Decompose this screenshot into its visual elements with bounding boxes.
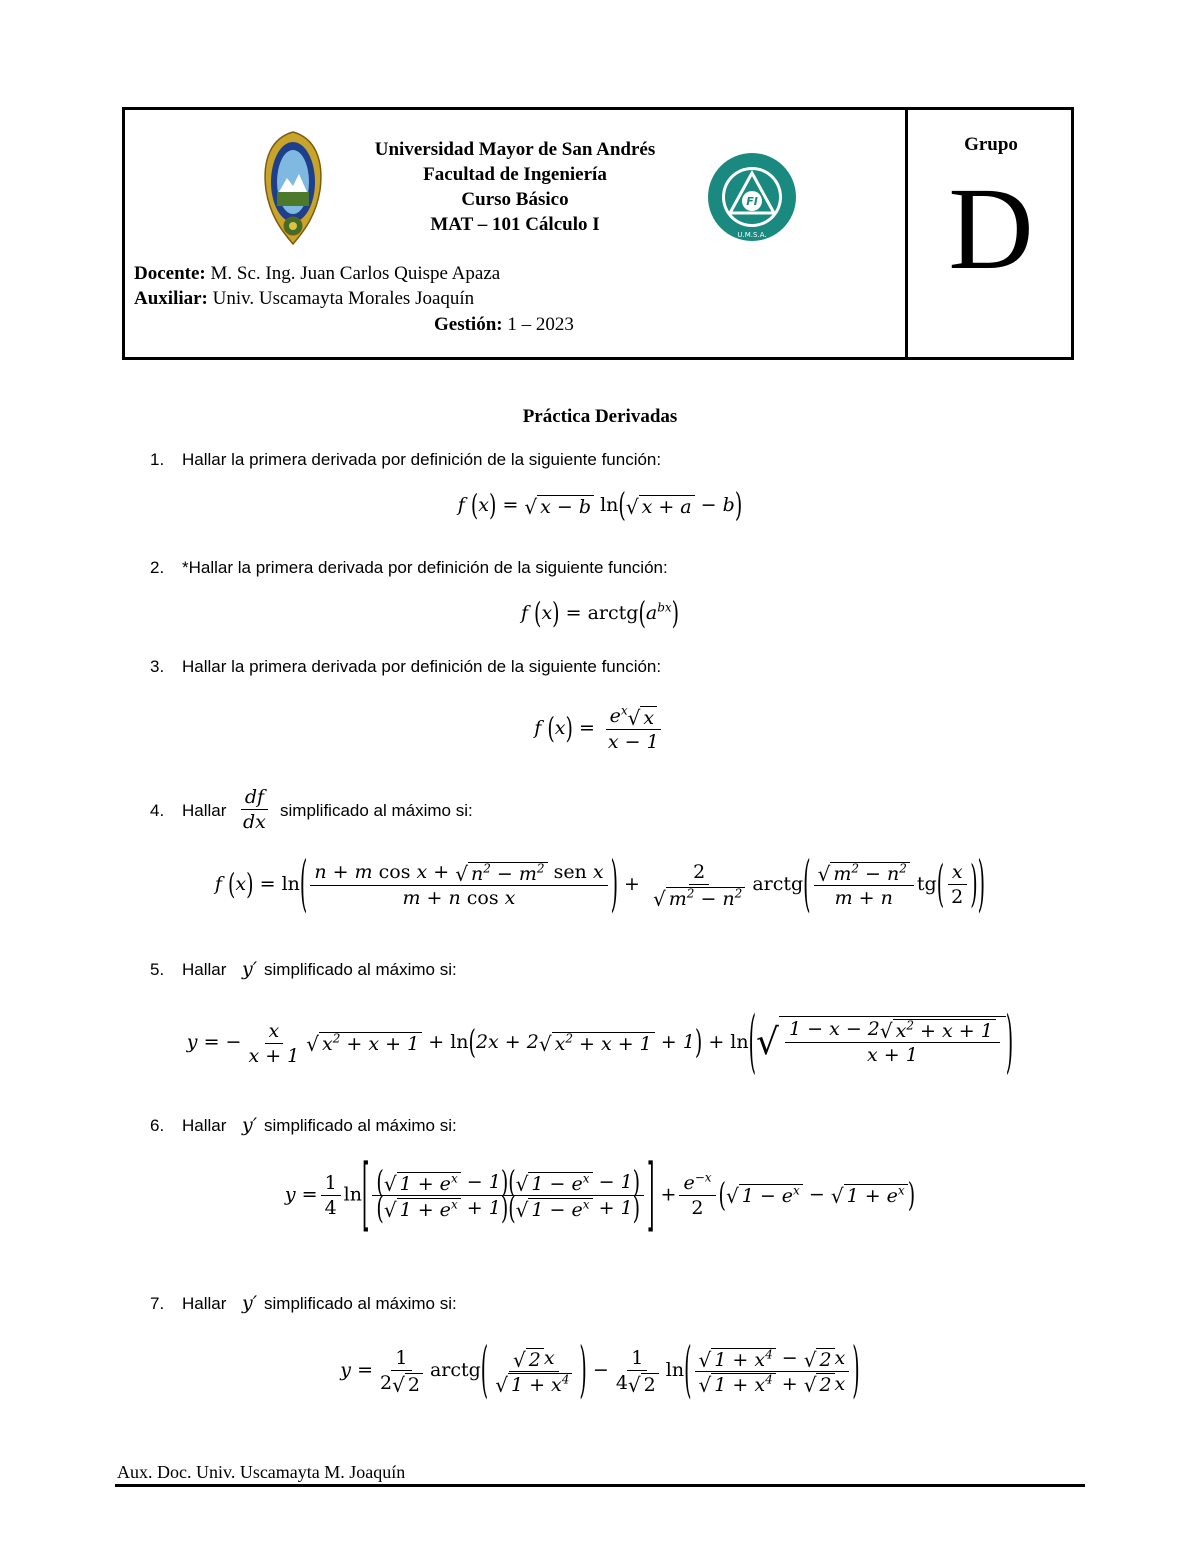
- subject-name: MAT – 101 Cálculo I: [430, 214, 600, 235]
- problem-3-number: 3.: [150, 657, 165, 676]
- problem-4-text-after: simplificado al máximo si:: [280, 801, 473, 820]
- problem-4-derivative-symbol: $\frac{df}{dx}$: [236, 785, 273, 834]
- problem-6-text-after: simplificado al máximo si:: [264, 1116, 457, 1135]
- problem-6-number: 6.: [150, 1116, 165, 1135]
- course-name: Curso Básico: [461, 189, 569, 210]
- problem-7-text-before: Hallar: [182, 1294, 227, 1313]
- gestion-line: [434, 312, 574, 337]
- formula-2: f $(x) = arctg(a^{bx})$: [520, 596, 680, 632]
- docente-value: M. Sc. Ing. Juan Carlos Quispe Apaza: [210, 263, 501, 284]
- problem-2-number: 2.: [150, 558, 165, 577]
- university-name: Universidad Mayor de San Andrés: [374, 139, 656, 160]
- problem-6-text-before: Hallar: [182, 1116, 227, 1135]
- auxiliar-value: Univ. Uscamayta Morales Joaquín: [212, 288, 475, 309]
- gestion-label: Gestión:: [434, 314, 503, 335]
- problem-1-number: 1.: [150, 450, 165, 469]
- problem-4-text-before: Hallar: [182, 801, 227, 820]
- problem-4-number: 4.: [150, 801, 165, 820]
- fi-seal-center-text: FI: [746, 195, 758, 208]
- faculty-name: Facultad de Ingeniería: [423, 164, 607, 185]
- fi-seal-bottom-text: U.M.S.A.: [737, 231, 767, 239]
- formula-7: y = 1 2 √ 2 arctg( √ 2 x √ $1 + x^4$ ) − 1 4 √ 2 ln( √ $1 + x^4$ − √ 2 x √ $1 + x^4$ + √ 2 x ): [340, 1335, 860, 1407]
- formula-5: y = − $\frac{x}{x + 1}$ √ $x^2 + x + 1$ + ln(2x + 2 √ $x^2 + x + 1$ + 1) + ln( √ 1 − x − 2 √ $x^2 + x + 1$ x + 1 ): [186, 1003, 1014, 1083]
- problem-2-text: *Hallar la primera derivada por definición de la siguiente función:: [182, 558, 668, 577]
- problem-7-variable: y′: [242, 1292, 258, 1314]
- problem-5-variable: y′: [242, 958, 258, 980]
- institution-block: [300, 137, 730, 237]
- footer-author: Aux. Doc. Univ. Uscamayta M. Joaquín: [117, 1462, 406, 1482]
- docente-label: Docente:: [134, 263, 206, 284]
- problem-7-number: 7.: [150, 1294, 165, 1313]
- problem-7-text-after: simplificado al máximo si:: [264, 1294, 457, 1313]
- problem-5-text-after: simplificado al máximo si:: [264, 960, 457, 979]
- grupo-label: Grupo: [964, 134, 1018, 155]
- formula-1: f (x) = √ x − b ln( √ x + a − b): [457, 487, 743, 525]
- gestion-value: 1 – 2023: [507, 314, 574, 335]
- page-title: Práctica Derivadas: [522, 406, 678, 427]
- grupo-letter: D: [948, 163, 1034, 294]
- problem-4: [0, 785, 1200, 841]
- problem-3-text: Hallar la primera derivada por definición de la siguiente función:: [182, 657, 662, 676]
- auxiliar-label: Auxiliar:: [134, 288, 208, 309]
- footer-rule: [115, 1484, 1085, 1487]
- formula-3: f (x) = $e^x$ √ x x − 1: [0, 704, 1200, 754]
- formula-6: y = $\frac{1}{4}$ ln[ ( √ $1 + e^x$ − 1)( √ $1 - e^x$ − 1) ( √ $1 + e^x$ + 1)( √ $1 - e^x$ + 1) ] + $\frac{e^{-x}}{2}$ ( √ $1 - e^x$ − √ $1 + e^x$ ): [284, 1149, 916, 1242]
- problem-6-variable: y′: [242, 1114, 258, 1136]
- docente-line: [134, 261, 500, 286]
- problem-5-number: 5.: [150, 960, 165, 979]
- problem-1-text: Hallar la primera derivada por definición de la siguiente función:: [182, 450, 662, 469]
- formula-4: f (x) = ln( n + m cos x + √ $n^2 - m^2$ sen x m + n cos x ) + 2 √ $m^2 - n^2$ arctg( √ $m^2 - n^2$ m + n tg( $\frac{x}{2}$ )): [214, 849, 986, 920]
- problem-5-text-before: Hallar: [182, 960, 227, 979]
- auxiliar-line: [134, 286, 474, 311]
